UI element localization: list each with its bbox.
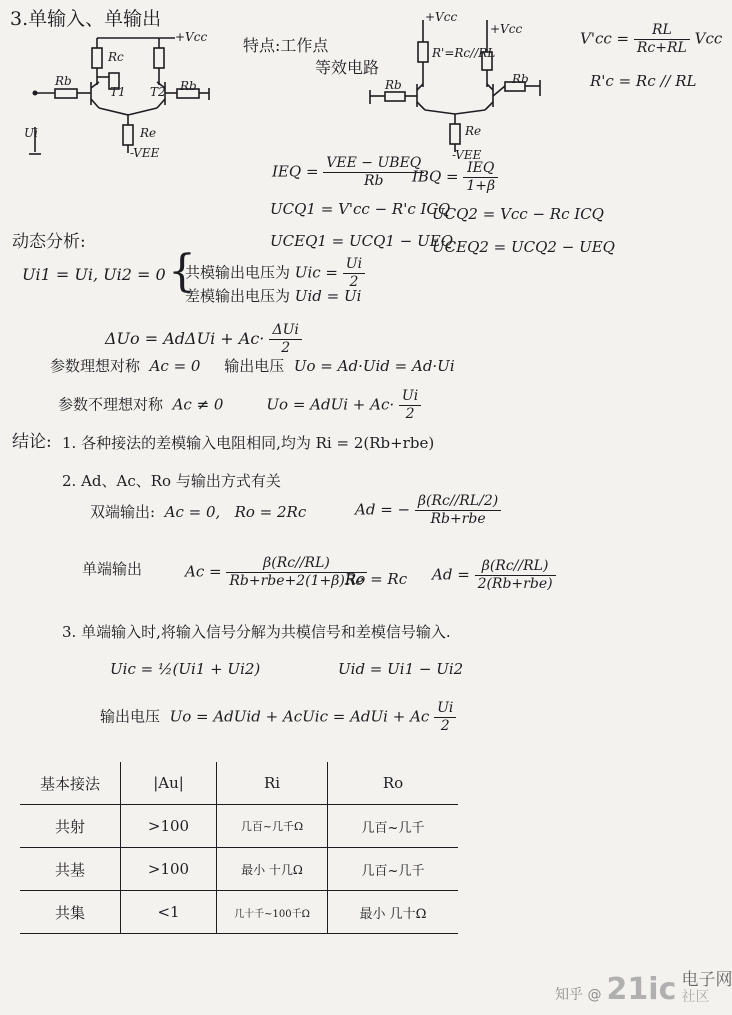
feature-label: 特点:工作点 [243,36,329,55]
uceq2-formula: UCEQ2 = UCQ2 − UEQ [432,238,615,256]
rc-label-left: Rc [108,50,124,64]
table-cell: 几百~几千 [328,848,459,891]
single-ad-formula: Ad = $\frac{\beta(Rc//RL)}{\text{2(Rb+rbe)}}$ [432,558,556,593]
table-cell: 共射 [20,805,121,848]
table-row [20,848,458,891]
watermark-brand: 电子网 [681,970,732,990]
vcc-label-right-1: +Vcc [425,10,458,24]
output-voltage-line: 输出电压 Uo = AdUid + AcUic = AdUi + Ac $\frac{Ui}{2}$ [100,700,456,735]
double-output-line: 双端输出: Ac = 0, Ro = 2Rc [90,503,307,521]
table-cell: 最小 几十Ω [328,891,459,934]
uid-formula: Uid = Ui1 − Ui2 [338,660,464,678]
table-cell: >100 [121,848,217,891]
table-header: Ri [217,762,328,805]
single-ac-formula: Ac = $\frac{\beta(Rc//RL)}{\text{Rb+rbe+2(1+β)Re}}$ [185,555,367,590]
input-label-left: Ui [24,126,38,140]
single-ro-formula: Ro = Rc [345,570,408,588]
rb-label-right: Rb [180,79,197,93]
ieq-formula: IEQ = $\frac{\text{VEE − UBEQ}}{Rb}$ [272,155,424,190]
vcc-label-right-2: +Vcc [490,22,523,36]
table-cell: <1 [121,891,217,934]
uceq1-formula: UCEQ1 = UCQ1 − UEQ [270,232,453,250]
t2-label: T2 [150,85,166,99]
vcc-label-left: +Vcc [175,30,208,44]
rprime-label: R'=Rc//RL [432,46,496,60]
table-cell: >100 [121,805,217,848]
re-label-left: Re [140,126,157,140]
table-header: |Au| [121,762,217,805]
ucq2-formula: UCQ2 = Vcc − Rc ICQ [432,205,604,223]
table-cell: 共集 [20,891,121,934]
table-header: Ro [328,762,459,805]
delta-uo-formula: ΔUo = AdΔUi + Ac· $\frac{\text{ΔUi}}{2}$ [105,322,302,357]
rb-label-right-right: Rb [512,72,529,86]
ibq-formula: IBQ = $\frac{\text{IEQ}}{1+\beta}$ [412,160,498,195]
watermark [555,972,732,1007]
watermark-brand-sub: 社区 [681,988,710,1005]
ideal-line: 参数理想对称 Ac = 0 输出电压 Uo = Ad·Uid = Ad·Ui [50,357,455,375]
page-heading: 3.单输入、单输出 [10,8,162,30]
double-ad-formula: Ad = − $\frac{\beta(Rc//RL/2)}{\text{Rb+rbe}}$ [355,493,501,528]
dynamic-title: 动态分析: [12,232,86,252]
conclusion-item-2: 2. Ad、Ac、Ro 与输出方式有关 [62,472,281,490]
single-output-label: 单端输出 [82,560,143,578]
input-split: Ui1 = Ui, Ui2 = 0 [22,265,166,284]
brace: { [168,246,196,297]
rc-prime-formula: R'c = Rc // RL [590,72,697,90]
conclusion-item-1: 1. 各种接法的差模输入电阻相同,均为 Ri = 2(Rb+rbe) [62,434,435,452]
nonideal-line: 参数不理想对称 Ac ≠ 0 Uo = AdUi + Ac· $\frac{Ui}{2}$ [58,388,421,423]
table-cell: 几百~几千Ω [217,805,328,848]
t1-label: T1 [110,85,126,99]
table-header-row [20,762,458,805]
table-header: 基本接法 [20,762,121,805]
diff-mode-line: 差模输出电压为 Uid = Ui [185,287,362,305]
watermark-text: 知乎 @ [555,987,602,1003]
table-cell: 共基 [20,848,121,891]
table-row [20,805,458,848]
table-cell: 几百~几千 [328,805,459,848]
re-label-right: Re [465,124,482,138]
table-row [20,891,458,934]
vee-label-left: -VEE [130,146,160,160]
feature-sub: 等效电路 [315,58,380,77]
vee-label-right: -VEE [452,148,482,162]
table-cell: 最小 十几Ω [217,848,328,891]
table-cell: 几十千~100千Ω [217,891,328,934]
ucq1-formula: UCQ1 = V'cc − R'c ICQ [270,200,451,218]
watermark-brand-number: 21ic [606,972,677,1007]
vcc-prime-formula: V'cc = $\frac{RL}{Rc+RL}$ Vcc [580,22,723,56]
rb-label-right-left: Rb [385,78,402,92]
uic-formula: Uic = ½(Ui1 + Ui2) [110,660,261,678]
common-mode-line: 共模输出电压为 Uic = $\frac{Ui}{2}$ [185,256,365,291]
conclusion-title: 结论: [12,432,52,452]
amplifier-comparison-table [20,762,458,934]
conclusion-item-3: 3. 单端输入时,将输入信号分解为共模信号和差模信号输入. [62,623,451,641]
rb-label-left: Rb [55,74,72,88]
